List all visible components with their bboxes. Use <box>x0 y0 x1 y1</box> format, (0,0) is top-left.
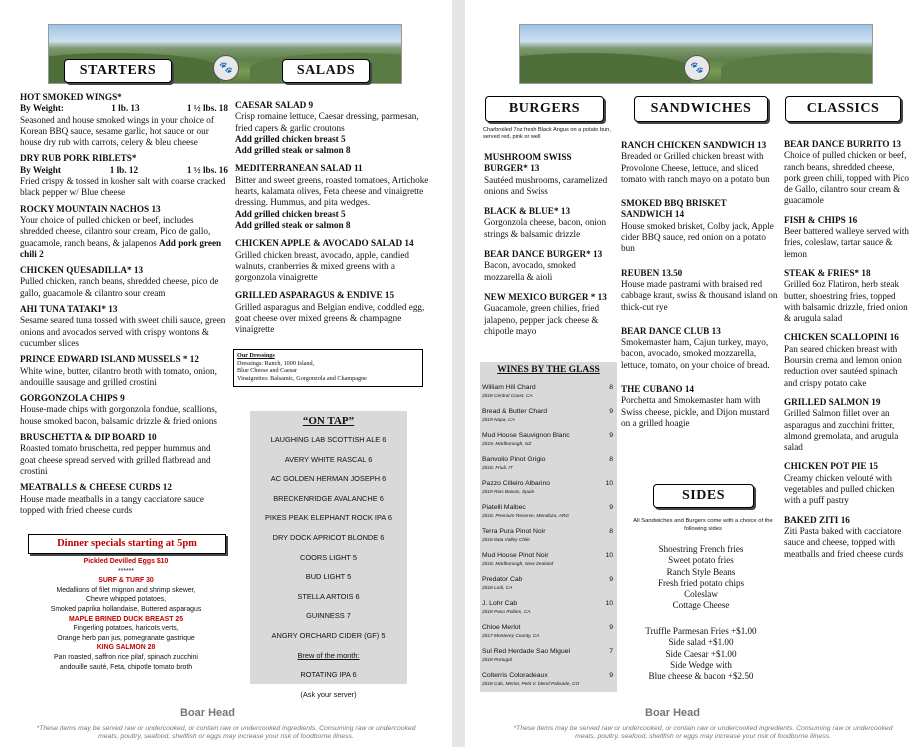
wine-item <box>482 455 613 464</box>
wine-list <box>480 375 617 689</box>
wine-origin: 2019 Napa, CA <box>482 418 515 423</box>
add-on: Add grilled steak or salmon 8 <box>235 219 351 230</box>
dressings-title: Our Dressings <box>237 352 275 359</box>
burger-item-price: 13 <box>560 206 571 217</box>
starter-desc <box>20 276 228 299</box>
starter-item-price: 10 <box>147 432 157 443</box>
starter-item-title-line <box>20 354 228 365</box>
special-desc: Orange herb pan jus, pomegranate gastrique <box>57 634 195 642</box>
classic-item <box>784 515 910 560</box>
classic-desc: Pan seared chicken breast with Boursin crema and lemon onion reduction over sautéed spinach and crispy potato cake <box>784 343 902 388</box>
starter-desc-text: Seasoned and house smoked wings in your choice of Korean BBQ sauce, sesame garlic, hot sauce or our house dry rub with carrots, celery & bleu cheese <box>20 114 214 148</box>
sandwich-item-title-line <box>621 140 779 151</box>
salad-desc: Crisp romaine lettuce, Caesar dressing, parmesan, fried capers & garlic croutons <box>235 111 419 133</box>
brew-of-month-title: Brew of the month: <box>297 650 360 660</box>
wine-origin: 2018, Premium Reserve, Mendoza, ARG <box>482 514 570 519</box>
wine-price: 8 <box>609 384 613 391</box>
weight-price: 1 lb. 12 <box>109 164 139 175</box>
burger-item-name: NEW MEXICO BURGER * <box>484 291 596 302</box>
special-name: KING SALMON 28 <box>96 644 156 652</box>
wine-price: 8 <box>609 456 613 463</box>
wine-price: 9 <box>609 432 613 439</box>
starter-item <box>20 92 228 148</box>
dressings-line: Dressings: Ranch, 1000 Island, <box>237 359 315 367</box>
classic-item-name: BAKED ZITI <box>784 514 839 525</box>
salad-item-name: MEDITERRANEAN SALAD <box>235 163 352 174</box>
starter-desc-text: Fried crispy & tossed in kosher salt with coarse cracked black pepper w/ Blue cheese <box>20 176 226 198</box>
weight-price: 1 lb. 13 <box>111 103 140 114</box>
wine-item <box>482 383 613 392</box>
special-desc: Pan roasted, saffron rice pilaf, spinach zucchini <box>54 653 198 661</box>
starter-item-title-line <box>20 482 228 493</box>
salads-heading: SALADS <box>282 59 370 83</box>
wine-origin: 2018, Friuli, IT <box>482 466 513 471</box>
beer-item: ANGRY ORCHARD CIDER (GF) 5 <box>271 630 386 640</box>
burger-item-title-line <box>484 152 612 175</box>
sandwich-item-price: 13 <box>757 140 767 150</box>
sandwich-item-title-line <box>621 384 779 395</box>
sandwich-item-price: 13.50 <box>661 267 683 278</box>
wine-price: 9 <box>609 576 613 583</box>
salads-list <box>235 100 432 343</box>
burger-desc: Bacon, avocado, smoked mozzarella & aioli <box>484 260 576 282</box>
burger-item <box>484 206 612 240</box>
wine-name: Sul Red Herdade Sao Miguel <box>482 648 571 655</box>
starter-item <box>20 432 228 477</box>
weight-price: 1 ½ lbs. 16 <box>186 164 228 175</box>
special-desc: Fingerling potatoes, haricots verts, <box>73 625 179 633</box>
special-desc: Chevre whipped potatoes, <box>85 596 167 604</box>
side-item: Coleslaw <box>684 589 718 600</box>
special-desc: Medallions of filet mignon and shrimp skewer, <box>56 586 196 594</box>
sides-note: All Sandwiches and Burgers come with a choice of the following sides <box>633 518 773 533</box>
sandwich-item <box>621 384 779 429</box>
starter-item-name: PRINCE EDWARD ISLAND MUSSELS * <box>20 354 188 365</box>
classic-item-price: 13 <box>891 139 901 149</box>
wine-name: Piatelli Malbec <box>482 504 526 511</box>
salad-item-name: CHICKEN APPLE & AVOCADO SALAD <box>235 238 403 249</box>
sandwich-item-name: REUBEN <box>621 267 660 278</box>
menu-page-left <box>0 0 452 747</box>
starter-item-name: DRY RUB PORK RIBLETS* <box>20 153 137 164</box>
burger-desc: Guacamole, green chilies, fried jalapeno, pepper jack cheese & chipotle mayo <box>484 303 600 336</box>
side-upcharge-item: Side salad +$1.00 <box>668 637 734 648</box>
wine-item <box>482 479 613 488</box>
burger-item-name: BLACK & BLUE* <box>484 206 559 217</box>
wines-heading: WINES BY THE GLASS <box>497 365 600 375</box>
starter-item-title-line <box>20 432 228 443</box>
sandwich-item-title-line <box>621 326 779 337</box>
classic-item-name: STEAK & FRIES* <box>784 267 860 278</box>
sides-list <box>621 544 781 612</box>
salad-item <box>235 163 432 231</box>
sandwich-desc: House made pastrami with braised red cabbage kraut, swiss & thousand island on thick-cut rye <box>621 278 778 312</box>
wine-origin: 2019, Marlborough, NZ <box>482 442 532 447</box>
salad-item <box>235 238 432 283</box>
burger-item <box>484 152 612 197</box>
boars-head-logo: Boar Head <box>645 707 701 719</box>
wine-origin: 2018 Cab, Merlot, Petit V. blend Palisade, CO <box>482 682 580 687</box>
golf-course-banner <box>519 24 873 84</box>
classic-item-price: 16 <box>889 332 899 343</box>
salad-item-title-line <box>235 290 432 301</box>
weight-label: By Weight: <box>20 103 64 114</box>
classic-item <box>784 397 910 453</box>
starter-item-title-line <box>20 265 228 276</box>
salad-item-title-line <box>235 238 432 249</box>
wine-item <box>482 599 613 608</box>
wine-name: Chloe Merlot <box>482 624 521 631</box>
wine-price: 9 <box>609 624 613 631</box>
side-item: Cottage Cheese <box>672 600 730 611</box>
starter-item-title-line <box>20 153 228 164</box>
special-name: Pickled Devilled Eggs $10 <box>83 558 169 565</box>
dressings-line: Blue Cheese and Caesar <box>237 367 297 375</box>
classic-item-price: 16 <box>848 214 858 225</box>
classic-desc: Choice of pulled chicken or beef, ranch beans, shredded cheese, pork green chili, topped with Pico de Gallo, cilantro sour cream & guacamole <box>784 150 910 206</box>
burger-item-price: 13 <box>597 291 607 302</box>
sandwich-item-price: 13 <box>711 325 721 336</box>
side-item: Fresh fried potato chips <box>657 577 745 588</box>
classic-item-title-line <box>784 461 910 472</box>
add-on: Add grilled steak or salmon 8 <box>235 145 351 156</box>
starter-item-name: HOT SMOKED WINGS* <box>20 92 122 102</box>
wine-origin: 2017 Monterey County, CA <box>482 634 540 639</box>
side-upcharge-item: Truffle Parmesan Fries +$1.00 <box>645 626 757 636</box>
starter-item <box>20 393 228 427</box>
starter-item-title-line <box>20 204 228 215</box>
sandwich-item <box>621 268 779 313</box>
beer-item: BUD LIGHT 5 <box>305 572 352 582</box>
burger-item-price: 13 <box>530 163 540 174</box>
wine-item <box>482 407 613 416</box>
burger-note: Charbroiled 7oz fresh Black Angus on a potato bun, served red, pink or well <box>483 127 611 140</box>
weight-price: 1 ½ lbs. 18 <box>186 103 228 114</box>
salad-desc: Bitter and sweet greens, roasted tomatoes, Artichoke hearts, kalamata olives, Feta cheese and vinaigrette dressing. Hummus, and pita wedges. <box>235 174 429 208</box>
sandwich-desc: Smokemaster ham, Cajun turkey, mayo, bacon, avocado, smoked mozzarella, lettuce, tomato, on your choice of bread. <box>621 337 770 370</box>
starter-item <box>20 153 228 198</box>
wine-item <box>482 551 613 560</box>
wine-price: 8 <box>609 528 613 535</box>
classic-desc: Beer battered walleye served with fries, coleslaw, tartar sauce & lemon <box>784 226 909 259</box>
wine-name: Mud House Sauvignon Blanc <box>482 432 570 439</box>
sandwich-desc: Breaded or Grilled chicken breast with Provolone Cheese, lettuce, and sliced tomato with ranch mayo on a potato bun <box>621 151 770 184</box>
starter-item-name: MEATBALLS & CHEESE CURDS <box>20 482 161 493</box>
dinner-specials-title: Dinner specials starting at 5pm <box>57 538 197 549</box>
starter-item-price: 12 <box>189 354 199 365</box>
beer-item: GUINNESS 7 <box>306 611 351 621</box>
salad-item-name: CAESAR SALAD <box>235 100 307 110</box>
starter-item-name: GORGONZOLA CHIPS <box>20 393 118 404</box>
starter-item-name: ROCKY MOUNTAIN NACHOS <box>20 203 150 214</box>
wine-price: 9 <box>609 672 613 679</box>
wine-origin: 2018 Central Coast, CA <box>482 394 533 399</box>
classic-item <box>784 461 910 506</box>
special-desc: Smoked paprika hollandaise, Buttered asparagus <box>50 605 202 613</box>
burger-desc: Gorgonzola cheese, bacon, onion strings & balsamic drizzle <box>484 217 607 239</box>
add-on: Add pork green chili 2 <box>20 237 222 259</box>
starter-desc <box>20 115 228 149</box>
classic-item-price: 15 <box>868 461 879 472</box>
wine-name: J. Lohr Cab <box>482 600 518 607</box>
wine-name: Mud House Pinot Noir <box>482 552 549 559</box>
wine-name: Pazzo Cilleiro Albarino <box>482 480 551 487</box>
on-tap-box <box>250 411 407 699</box>
beer-item: STELLA ARTOIS 6 <box>297 591 360 601</box>
starter-desc-text: Your choice of pulled chicken or beef, includes shredded cheese, cilantro sour cream, Pico de gallo, guacamole, ranch beans, & jalapenos <box>20 214 211 248</box>
salad-item <box>235 290 432 335</box>
classic-item <box>784 215 910 260</box>
beer-item: LAUGHING LAB SCOTTISH ALE 6 <box>270 435 387 444</box>
starter-item-title-line <box>20 393 228 404</box>
brew-of-month: ROTATING IPA 6 <box>300 670 357 680</box>
wine-origin: 2018 Portugal <box>482 658 512 663</box>
burger-desc: Sautéed mushrooms, caramelized onions and Swiss <box>484 174 608 196</box>
classic-item-price: 18 <box>861 267 871 278</box>
starter-desc <box>20 176 228 199</box>
sides-upcharge-list <box>621 626 781 682</box>
wine-name: Bread & Butter Chard <box>482 408 547 415</box>
classic-item-name: FISH & CHIPS <box>784 214 846 225</box>
classic-item <box>784 332 910 388</box>
sandwich-item-price: 14 <box>674 209 685 220</box>
salad-item-title-line <box>235 100 432 111</box>
special-desc: ****** <box>117 567 135 575</box>
wine-origin: 2018 Lodi, CA <box>482 586 513 591</box>
on-tap-title: “ON TAP” <box>302 415 355 427</box>
side-upcharge-item: Side Wedge with <box>670 659 732 670</box>
sandwich-item-name: SMOKED BBQ BRISKET SANDWICH <box>621 198 727 220</box>
wine-origin: 2018, Marlborough, New Zealand <box>482 562 554 567</box>
sandwich-item <box>621 198 779 254</box>
weight-label: By Weight <box>20 164 61 175</box>
classic-item-name: BEAR DANCE BURRITO <box>784 139 890 149</box>
wine-item <box>482 671 613 680</box>
side-upcharge-item: Side Caesar +$1.00 <box>665 648 737 659</box>
dressings-line: Vinaigrettes: Balsamic, Gorgonzola and Champagne <box>237 374 367 382</box>
classics-list <box>784 139 910 619</box>
burger-item-title-line <box>484 206 612 217</box>
classic-item-title-line <box>784 515 910 526</box>
starter-desc-text: House-made chips with gorgonzola fondue, scallions, house smoked bacon, balsamic drizzle & fried onions <box>20 404 218 426</box>
wine-name: Colterris Coloradeaux <box>482 672 548 679</box>
dinner-specials-title-box <box>28 534 226 554</box>
salad-desc: Grilled asparagus and Belgian endive, coddled egg, goat cheese over mixed greens & champagne vinaigrette <box>235 301 425 335</box>
special-desc: andouille sauté, Feta, chipotle tomato broth <box>59 663 193 671</box>
salad-item-price: 9 <box>308 100 314 110</box>
sandwich-desc: Porchetta and Smokemaster ham with Swiss cheese, pickle, and Dijon mustard on a grilled hoagie <box>621 395 770 428</box>
sandwich-item-name: BEAR DANCE CLUB <box>621 325 710 336</box>
starter-item-price: 13 <box>108 304 118 315</box>
wine-name: Terra Pura Pinot Noir <box>482 528 546 535</box>
food-safety-disclaimer: *These items may be served raw or undercooked, or contain raw or undercooked ingredients. Consuming raw or undercooked meats, poultry, seafood, shellfish or eggs may increase your risk of foodborne illness. <box>36 725 416 740</box>
salad-item-price: 14 <box>404 238 414 249</box>
wine-item <box>482 575 613 584</box>
wine-origin: 2019 Rias Baixas, Spain <box>482 490 535 495</box>
starter-desc <box>20 366 228 389</box>
special-name: SURF & TURF 30 <box>98 577 154 585</box>
wine-name: William Hill Chard <box>482 384 536 391</box>
weight-row <box>20 103 228 114</box>
wine-origin: 2018 Paso Robles, CA <box>482 610 531 615</box>
classic-item-title-line <box>784 268 910 279</box>
classic-desc: Grilled 6oz Flatiron, herb steak butter, shoestring fries, topped with balsamic drizzle, fried onion & arugula salad <box>784 279 908 324</box>
sandwich-desc: House smoked brisket, Colby jack, Apple cider BBQ sauce, red onion on a potato bun <box>621 220 774 254</box>
wine-price: 9 <box>609 408 613 415</box>
classic-item-price: 19 <box>871 396 881 407</box>
add-on: Add grilled chicken breast 5 <box>235 208 346 219</box>
sandwich-item-title-line <box>621 268 779 279</box>
salad-item-name: GRILLED ASPARAGUS & ENDIVE <box>235 290 383 301</box>
burger-item-name: MUSHROOM SWISS BURGER* <box>484 152 572 174</box>
salad-item-title-line <box>235 163 432 174</box>
boars-head-logo: Boar Head <box>180 707 236 719</box>
starter-item <box>20 482 228 516</box>
side-item: Sweet potato fries <box>668 555 734 566</box>
classic-item <box>784 268 910 324</box>
dinner-specials-list <box>20 557 232 672</box>
classics-heading: CLASSICS <box>785 96 901 122</box>
burger-item-name: BEAR DANCE BURGER* <box>484 249 591 260</box>
sandwich-item-title-line <box>621 198 779 221</box>
salad-desc: Grilled chicken breast, avocado, apple, candied walnuts, cranberries & mixed greens with a gorgonzola vinaigrette <box>235 249 409 283</box>
wine-item <box>482 503 613 512</box>
starter-item <box>20 204 228 260</box>
classic-item-title-line <box>784 332 910 343</box>
side-item: Shoestring French fries <box>658 544 744 554</box>
beer-item: BRECKENRIDGE AVALANCHE 6 <box>273 493 384 503</box>
classic-desc: Grilled Salmon fillet over an asparagus and zucchini fritter, almond gremolata, and arugula salad <box>784 408 899 453</box>
wine-price: 9 <box>609 504 613 511</box>
beer-item: AC GOLDEN HERMAN JOSEPH 6 <box>270 474 387 484</box>
classic-item <box>784 139 910 207</box>
sandwich-item-name: RANCH CHICKEN SANDWICH <box>621 140 755 150</box>
starter-desc <box>20 315 228 349</box>
wines-box <box>480 362 617 692</box>
menu-page-right <box>465 0 920 747</box>
dressings-box <box>233 349 423 387</box>
starter-desc-text: Roasted tomato bruschetta, red pepper hummus and goat cheese spread served with grilled flatbread and crostini <box>20 443 211 476</box>
sandwich-item <box>621 140 779 185</box>
wine-item <box>482 431 613 440</box>
starter-item-name: AHI TUNA TATAKI* <box>20 304 106 315</box>
burger-item-title-line <box>484 249 612 260</box>
classic-item-title-line <box>784 397 910 408</box>
classic-desc: Creamy chicken velouté with vegetables and pulled chicken with a puff pastry <box>784 472 895 506</box>
weight-row <box>20 165 228 176</box>
classic-desc: Ziti Pasta baked with cacciatore sauce and cheese, topped with meatballs and fried cheese curds <box>784 525 904 559</box>
starter-item-price: 13 <box>133 265 144 276</box>
starter-item <box>20 265 228 299</box>
starter-item <box>20 304 228 349</box>
wine-price: 7 <box>609 648 613 655</box>
wine-item <box>482 527 613 536</box>
starter-item-title-line <box>20 304 228 315</box>
wine-origin: 2018 Itata Valley Chile <box>482 538 530 543</box>
side-item: Ranch Style Beans <box>666 566 736 577</box>
beer-list <box>250 430 407 646</box>
classic-item-name: CHICKEN POT PIE <box>784 461 867 472</box>
food-safety-disclaimer: *These items may be served raw or undercooked, or contain raw or undercooked ingredients. Consuming raw or undercooked meats, poultry, seafood, shellfish or eggs may increase your risk of foodborne illness. <box>513 725 893 740</box>
classic-item-name: GRILLED SALMON <box>784 396 869 407</box>
starters-heading: STARTERS <box>64 59 172 83</box>
starter-item-price: 12 <box>162 482 172 493</box>
beer-item: COORS LIGHT 5 <box>300 552 357 562</box>
classic-item-title-line <box>784 139 910 150</box>
starter-desc-text: White wine, butter, cilantro broth with tomato, onion, andouille sausage and grilled crostini <box>20 365 217 387</box>
starter-item-price: 9 <box>120 393 125 404</box>
burger-item-price: 13 <box>593 249 603 260</box>
burgers-heading: BURGERS <box>485 96 604 122</box>
starter-desc-text: House made meatballs in a tangy cacciatore sauce topped with fried cheese curds <box>20 493 204 515</box>
starter-desc-text: Sesame seared tuna tossed with sweet chili sauce, green onions and avocados served with crispy wontons & cucumber slices <box>20 315 226 348</box>
beer-item: AVERY WHITE RASCAL 6 <box>284 454 373 464</box>
starter-item-price: 13 <box>151 203 161 214</box>
wine-name: Banvolio Pinot Grigio <box>482 456 546 463</box>
bear-logo-icon: 🐾 <box>684 55 710 81</box>
brew-note: (Ask your server) <box>300 689 357 699</box>
bear-logo-icon: 🐾 <box>213 55 239 81</box>
classic-item-name: CHICKEN SCALLOPINI <box>784 332 888 343</box>
sandwiches-heading: SANDWICHES <box>634 96 768 122</box>
wine-item <box>482 647 613 656</box>
special-name: MAPLE BRINED DUCK BREAST 25 <box>68 615 184 623</box>
add-on: Add grilled chicken breast 5 <box>235 133 346 144</box>
starter-desc-text: Pulled chicken, ranch beans, shredded cheese, pico de gallo, guacamole & cilantro sour cream <box>20 276 219 298</box>
salad-item <box>235 100 432 156</box>
beer-item: PIKES PEAK ELEPHANT ROCK IPA 6 <box>264 513 393 523</box>
salad-item-price: 15 <box>384 290 395 301</box>
sandwich-item <box>621 326 779 371</box>
sides-heading: SIDES <box>653 484 754 508</box>
starters-list <box>20 92 228 532</box>
starter-item-title-line <box>20 92 228 103</box>
sandwich-item-price: 14 <box>684 384 694 395</box>
starter-desc <box>20 215 228 260</box>
burgers-list <box>484 152 612 346</box>
starter-item <box>20 354 228 388</box>
side-upcharge-item: Blue cheese & bacon +$2.50 <box>648 671 754 682</box>
starter-desc <box>20 443 228 477</box>
starter-desc <box>20 494 228 517</box>
classic-item-price: 16 <box>840 514 850 525</box>
sandwiches-list <box>621 140 779 442</box>
classic-item-title-line <box>784 215 910 226</box>
wine-price: 10 <box>605 600 613 607</box>
wine-item <box>482 623 613 632</box>
salad-item-price: 11 <box>353 163 363 174</box>
burger-item <box>484 249 612 283</box>
burger-item <box>484 292 612 337</box>
starter-item-name: CHICKEN QUESADILLA* <box>20 265 132 276</box>
starter-item-name: BRUSCHETTA & DIP BOARD <box>20 432 146 443</box>
burger-item-title-line <box>484 292 612 303</box>
sandwich-item-name: THE CUBANO <box>621 384 683 395</box>
wine-price: 10 <box>605 552 613 559</box>
wine-name: Predator Cab <box>482 576 523 583</box>
wine-price: 10 <box>605 480 613 487</box>
starter-desc <box>20 404 228 427</box>
beer-item: DRY DOCK APRICOT BLONDE 6 <box>272 532 385 542</box>
